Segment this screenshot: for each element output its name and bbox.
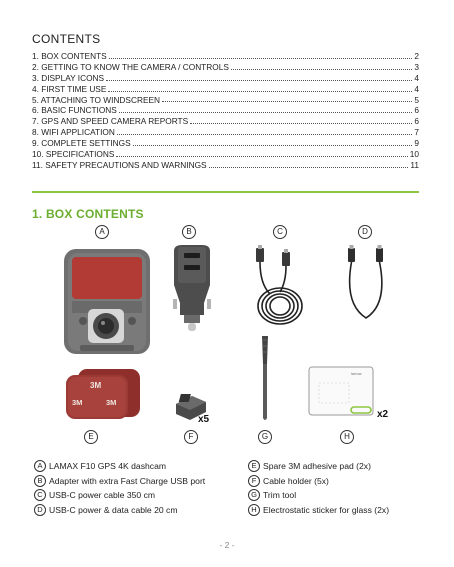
legend-badge: F <box>248 475 260 487</box>
toc-entry-title: 6. BASIC FUNCTIONS <box>32 105 117 116</box>
legend-item <box>248 459 389 474</box>
legend-badge: H <box>248 504 260 516</box>
toc-entry-title: 10. SPECIFICATIONS <box>32 149 115 159</box>
toc-entry[interactable] <box>32 62 419 73</box>
toc-leader-dots <box>119 112 413 113</box>
toc-entry-title: 9. COMPLETE SETTINGS <box>32 138 131 149</box>
legend-text: Adapter with extra Fast Charge USB port <box>49 475 206 486</box>
toc-entry[interactable] <box>32 105 419 116</box>
toc-entry[interactable] <box>32 160 419 171</box>
tape-big-label: 3M <box>90 381 102 390</box>
label-d: D <box>358 225 372 239</box>
toc-entry-title: 1. BOX CONTENTS <box>32 50 107 61</box>
short-cable-image <box>338 244 394 324</box>
toc-entry-page: 6 <box>414 116 419 127</box>
toc-entry-title: 4. FIRST TIME USE <box>32 83 107 94</box>
label-e: E <box>84 430 98 444</box>
toc-entry[interactable] <box>32 116 419 127</box>
label-h: H <box>340 430 354 444</box>
toc-leader-dots <box>116 156 407 157</box>
toc-entry-page: 7 <box>414 127 419 138</box>
legend-item <box>34 459 205 474</box>
toc-entry[interactable] <box>32 138 419 149</box>
label-b: B <box>182 225 196 239</box>
toc-entry-title: 3. DISPLAY ICONS <box>32 72 105 83</box>
toc-entry-title: 2. GETTING TO KNOW THE CAMERA / CONTROLS <box>32 61 229 72</box>
sticker-brand: lamax <box>351 371 362 376</box>
legend-text: LAMAX F10 GPS 4K dashcam <box>49 461 167 471</box>
sticker-qty: x2 <box>377 409 389 420</box>
toc-leader-dots <box>106 80 412 81</box>
legend-text: USB-C power cable 350 cm <box>49 490 156 500</box>
legend-item <box>248 488 389 503</box>
toc-entry-page: 6 <box>414 105 419 116</box>
legend-badge: D <box>34 504 46 516</box>
label-g: G <box>258 430 272 444</box>
toc-entry-title: 11. SAFETY PRECAUTIONS AND WARNINGS <box>32 159 207 170</box>
legend-item <box>34 488 205 503</box>
toc-leader-dots <box>133 145 413 146</box>
section-divider <box>32 191 419 193</box>
legend-item <box>34 474 205 489</box>
table-of-contents <box>32 51 419 171</box>
toc-entry-page: 11 <box>410 159 419 170</box>
legend-text: Trim tool <box>263 490 297 500</box>
legend-badge: G <box>248 489 260 501</box>
section-title: 1. BOX CONTENTS <box>32 207 144 221</box>
toc-entry[interactable] <box>32 95 419 106</box>
legend-item <box>248 474 389 489</box>
legend-badge: C <box>34 489 46 501</box>
label-c: C <box>273 225 287 239</box>
label-a: A <box>95 225 109 239</box>
toc-entry-title: 5. ATTACHING TO WINDSCREEN <box>32 94 161 105</box>
legend-badge: B <box>34 475 46 487</box>
car-adapter-image <box>168 243 216 333</box>
toc-entry[interactable] <box>32 73 419 84</box>
tape-left-label: 3M <box>72 398 83 407</box>
toc-entry-page: 2 <box>414 50 419 61</box>
trim-tool-image <box>255 334 275 424</box>
cable-holder-image <box>170 386 218 426</box>
toc-entry[interactable] <box>32 149 419 160</box>
toc-leader-dots <box>108 91 412 92</box>
electrostatic-sticker-image <box>305 365 400 423</box>
toc-entry[interactable] <box>32 127 419 138</box>
toc-entry-page: 9 <box>414 138 419 149</box>
toc-leader-dots <box>231 69 413 70</box>
legend-right <box>248 459 389 517</box>
toc-entry-page: 10 <box>409 149 419 159</box>
legend-text: Spare 3M adhesive pad (2x) <box>263 461 371 471</box>
holder-qty: x5 <box>198 414 210 425</box>
adhesive-pads-image <box>60 365 145 423</box>
toc-entry-page: 4 <box>414 83 419 94</box>
toc-leader-dots <box>109 58 413 59</box>
legend-badge: E <box>248 460 260 472</box>
toc-entry-page: 4 <box>414 72 419 83</box>
legend-text: Electrostatic sticker for glass (2x) <box>263 504 390 515</box>
legend-item <box>34 503 205 518</box>
legend-item <box>248 503 389 518</box>
toc-leader-dots <box>162 101 412 102</box>
legend-badge: A <box>34 460 46 472</box>
legend-text: USB-C power & data cable 20 cm <box>49 504 178 515</box>
toc-entry-page: 5 <box>414 94 419 105</box>
toc-entry[interactable] <box>32 51 419 62</box>
toc-leader-dots <box>209 167 409 168</box>
toc-entry-title: 8. WIFI APPLICATION <box>32 127 115 138</box>
tape-right-label: 3M <box>106 398 117 407</box>
toc-entry[interactable] <box>32 84 419 95</box>
toc-leader-dots <box>117 134 413 135</box>
legend-left <box>34 459 205 517</box>
legend-text: Cable holder (5x) <box>263 475 329 486</box>
toc-heading: CONTENTS <box>32 32 101 46</box>
toc-entry-page: 3 <box>414 61 419 72</box>
dashcam-image <box>60 245 155 360</box>
page-number: - 2 - <box>219 540 235 550</box>
long-cable-image <box>240 244 320 329</box>
toc-entry-title: 7. GPS AND SPEED CAMERA REPORTS <box>32 116 189 127</box>
toc-leader-dots <box>190 123 412 124</box>
label-f: F <box>184 430 198 444</box>
